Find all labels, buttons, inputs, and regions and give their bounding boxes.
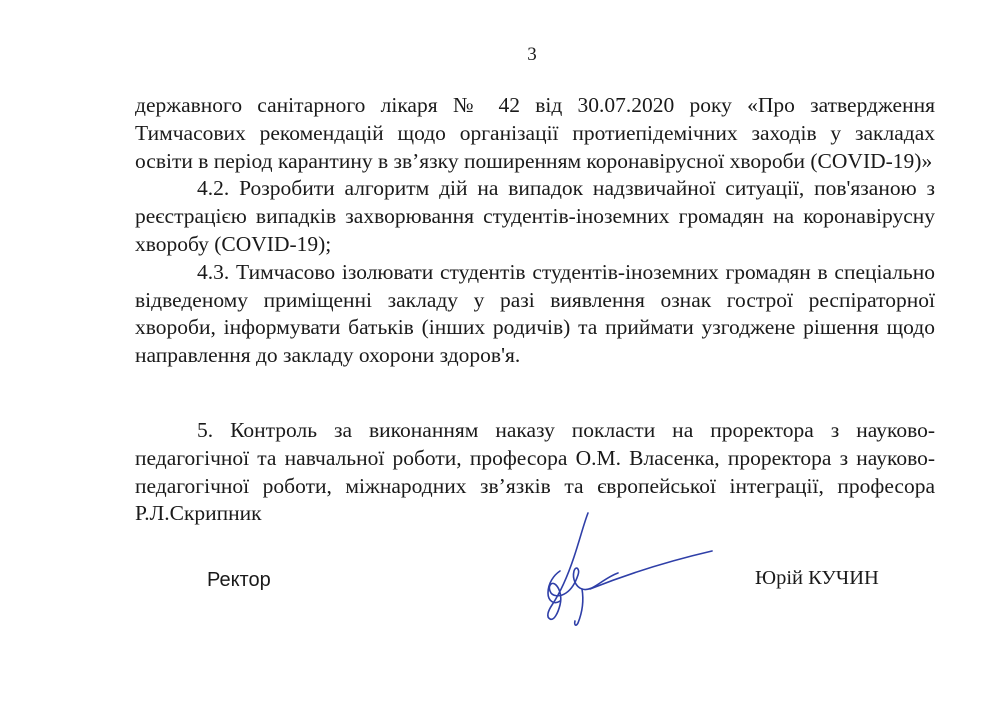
- paragraph-item-4-2: 4.2. Розробити алгоритм дій на випадок надзвичайної ситуації, пов'язаною з реєстрацією випадків захворювання студентів-іноземних громадян на коронавірусну хворобу (COVID-19);: [135, 176, 935, 256]
- signature-stroke-tail: [575, 589, 583, 625]
- paragraph-item-4-3: 4.3. Тимчасово ізолювати студентів студентів-іноземних громадян в спеціально відведеному приміщенні закладу у разі виявлення ознак гострої респіраторної хвороби, інформувати батьків (інших родичів) та приймати узгоджене рішення щодо направлення до закладу охорони здоров'я.: [135, 259, 935, 368]
- paragraph-continuation: державного санітарного лікаря № 42 від 30.07.2020 року «Про затвердження Тимчасових рекомендацій щодо організації протиепідемічних заходів у закладах освіти в період карантину в зв’язку поширенням коронавірусної хвороби (COVID-19)»: [135, 93, 935, 173]
- handwritten-signature: [530, 505, 730, 630]
- signature-stroke-flourish: [590, 551, 712, 589]
- page-number: 3: [527, 44, 537, 65]
- signatory-name: Юрій КУЧИН: [755, 567, 879, 589]
- text-block-main: [135, 92, 935, 370]
- signatory-role: Ректор: [207, 569, 271, 591]
- paragraph-item-5: 5. Контроль за виконанням наказу покласти на проректора з науково-педагогічної та навчальної роботи, професора О.М. Власенка, проректора з науково-педагогічної роботи, міжнародних зв’язків та європейської інтеграції, професора Р.Л.Скрипник: [135, 418, 935, 526]
